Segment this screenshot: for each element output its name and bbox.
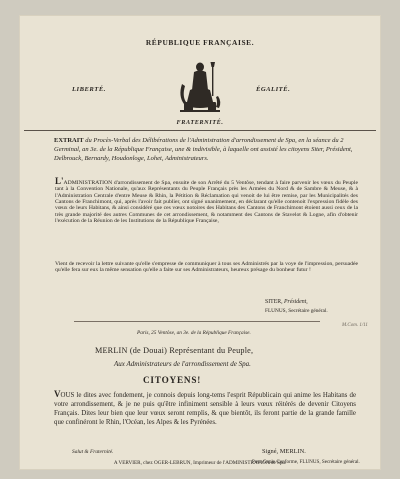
printer-imprint: A VERVIER, chez OGER-LEBRUN, Imprimeur de l'ADMINISTRATION de Spa. — [113, 460, 287, 466]
paragraph1-text: ADMINISTRATION d'arrondissement de Spa, ensuite de son Arrêté du 5 Ventôse, tendant à faire parvenir les vœux du Peuple tant à la Convention Nationale, qu'aux Représentants du Peuple Français près les Armées du Nord & de Sambre & Meuse, & à l'Administration Centrale d'entre Meuse & Rhin, la Pétition & Réclamation qui venoit de lui être remise, par les Municipalités des Cantons de Franchimont, qui, après l'avoir fait publier, ont signé unanimement, en déclarant qu'elle contenoit l'expression fidèle des vœux de leurs Habitans, & ainsi considéré que ces vœux notoires des Habitans des Cantons de Franchimont étoient aussi ceux de la très grande majorité des autres Communes de cet arrondissement, & notamment des Cantons de Stavelot & Logne, afin d'obtenir l'exécution de la Réunion de les Institutions de la République Française, — [55, 180, 358, 225]
letter-greeting: CITOYENS! — [143, 375, 202, 385]
fraternity-motto: FRATERNITÉ. — [176, 119, 224, 126]
handwritten-annotation: M.Com. 1/11 — [342, 323, 368, 328]
header-divider — [24, 130, 376, 131]
president-title: Président, — [284, 299, 308, 305]
equality-motto: ÉGALITÉ. — [256, 86, 291, 93]
extract-heading — [54, 136, 356, 163]
certified-copy-line: Pour Copie Conforme, FLUNUS, Secrétaire général. — [252, 459, 360, 465]
section-divider — [74, 321, 320, 322]
letter-author: MERLIN (de Douai) Représentant du Peuple, — [95, 346, 254, 355]
liberty-motto: LIBERTÉ. — [72, 86, 106, 93]
letter-body-text: OUS le dites avec fondement, je connois depuis long-tems l'esprit Républicain qui anime les Habitans de votre arrondissement, & je ne puis qu'être infiniment sensible à leurs vœux réitérés de devenir Citoyens Français. Dites leur bien que leur vœux seront remplis, & que bientôt, ils feront partie de la grande famille que confinéront le Rhin, l'Océan, les Alpes & les Pyrénées. — [54, 392, 356, 427]
extract-lead: EXTRAIT — [54, 137, 84, 144]
liberty-vignette-emblem — [172, 56, 228, 114]
document-page — [20, 16, 380, 469]
merlin-signature: Signé, MERLIN. — [262, 448, 306, 455]
president-name: SITER, — [265, 299, 283, 305]
letter-salutation: Salut & Fraternité. — [72, 449, 114, 455]
paragraph1-dropcap: L' — [55, 176, 64, 186]
president-signature — [265, 299, 308, 305]
deliberation-paragraph — [55, 178, 358, 224]
secretary-signature: FLUNUS, Secrétaire général. — [265, 308, 328, 314]
letter-intro-paragraph: Vient de recevoir la lettre suivante qu'elle s'empresse de communiquer à tous ses Administrés par la voye de l'impression, persuadée qu'elle fera sur eux la même sensation qu'elle a faite sur ses Administrateurs, heureux présage du bonheur futur ! — [55, 261, 358, 274]
letter-dropcap: V — [54, 389, 61, 399]
republic-header: RÉPUBLIQUE FRANÇAISE. — [145, 38, 255, 47]
letter-addressee: Aux Administrateurs de l'arrondissement de Spa. — [114, 360, 251, 368]
letter-body — [54, 390, 356, 427]
extract-body: du Procès-Verbal des Délibérations de l'Administration d'arrondissement de Spa, en la séance du 2 Germinal, an 3e. de la République Française, une & indivisible, à laquelle ont assisté les citoyens Siter, Président, Delbrouck, Bernardy, Houdonloge, Lohet, Administrateurs. — [54, 137, 353, 163]
letter-dateline: Paris, 25 Ventôse, an 3e. de la République Française. — [137, 330, 251, 336]
